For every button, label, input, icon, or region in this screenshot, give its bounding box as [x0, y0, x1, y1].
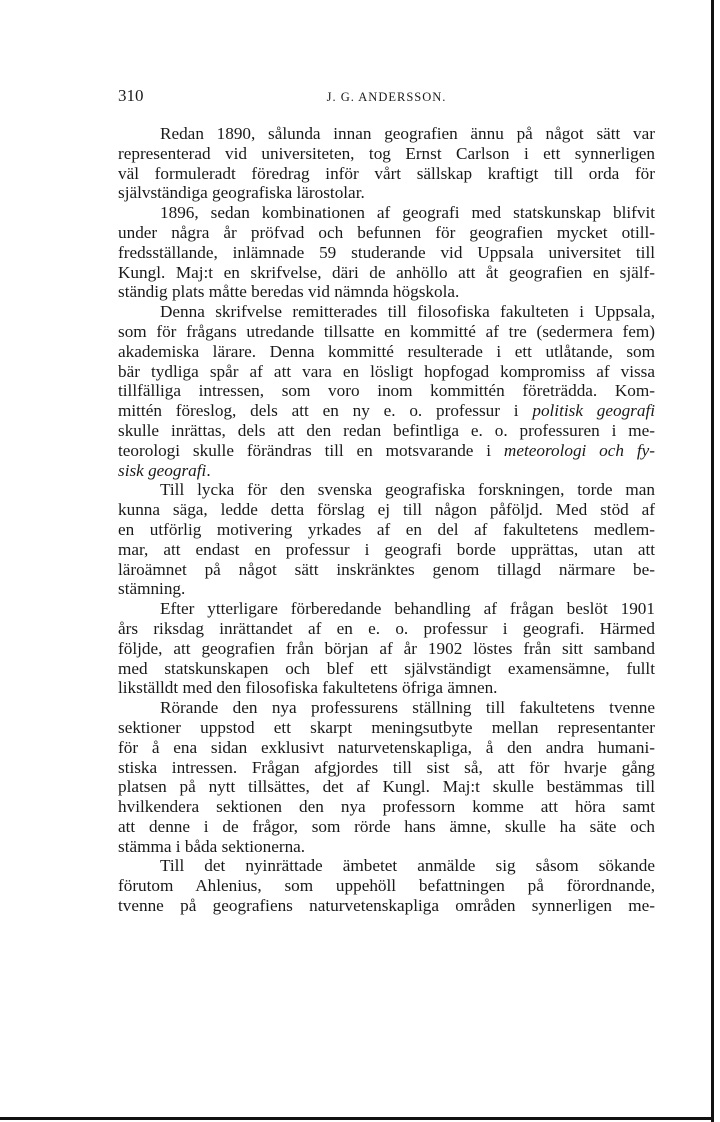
text-line — [118, 144, 655, 164]
text-segment: stämning. — [118, 579, 186, 599]
text-line — [118, 698, 655, 718]
text-line — [118, 896, 655, 916]
text-segment: läroämnet på något sätt inskränktes genom tillagd närmare be- — [118, 559, 655, 579]
text-line — [118, 797, 655, 817]
text-segment: . — [206, 460, 211, 480]
text-segment: akademiska lärare. Denna kommitté resulterade i ett utlåtande, som — [118, 341, 655, 361]
text-line — [118, 203, 655, 223]
text-line — [118, 124, 655, 144]
text-segment: 1896, sedan kombinationen af geografi med statskunskap blifvit — [160, 203, 655, 223]
text-segment: under några år pröfvad och befunnen för geografien mycket otill- — [118, 222, 655, 242]
text-segment: fredsställande, inlämnade 59 studerande vid Uppsala universitet till — [118, 242, 655, 262]
text-line — [118, 500, 655, 520]
text-line — [118, 639, 655, 659]
text-segment: skulle inrättas, dels att den redan befintliga e. o. professuren i me- — [118, 420, 655, 440]
text-line — [118, 599, 655, 619]
text-line — [118, 678, 655, 698]
text-line — [118, 718, 655, 738]
text-segment: bär tydliga spår af att vara en lösligt hopfogad kompromiss af vissa — [118, 361, 655, 381]
text-line — [118, 223, 655, 243]
text-line — [118, 263, 655, 283]
italic-text: politisk geografi — [532, 401, 655, 421]
text-segment: Till det nyinrättade ämbetet anmälde sig såsom sökande — [160, 856, 655, 876]
text-segment: kunna säga, ledde detta förslag ej till någon påföljd. Med stöd af — [118, 500, 655, 520]
text-line — [118, 738, 655, 758]
text-segment: tillfälliga intressen, som voro inom kommittén företrädda. Kom- — [118, 381, 655, 401]
text-line — [118, 164, 655, 184]
paragraph — [118, 480, 655, 599]
running-title: J. G. ANDERSSON. — [326, 90, 447, 104]
text-segment: stiska intressen. Frågan afgjordes till sist så, att för hvarje gång — [118, 757, 655, 777]
text-segment: teorologi skulle förändras till en motsvarande i — [118, 440, 504, 460]
text-segment: följde, att geografien från början af år 1902 löstes från sitt samband — [118, 638, 655, 658]
text-line — [118, 758, 655, 778]
page-header — [118, 86, 655, 108]
text-line — [118, 381, 655, 401]
text-line — [118, 619, 655, 639]
italic-text: meteorologi och fy- — [503, 440, 655, 460]
text-segment: hvilkendera sektionen den nya professorn komme att höra samt — [118, 797, 655, 817]
text-line — [118, 856, 655, 876]
text-line — [118, 520, 655, 540]
text-segment: stämma i båda sektionerna. — [118, 836, 306, 856]
text-segment: Kungl. Maj:t en skrifvelse, däri de anhöllo att åt geografien en själf- — [118, 262, 655, 282]
text-line — [118, 401, 655, 421]
text-line — [118, 777, 655, 797]
text-line — [118, 817, 655, 837]
text-line — [118, 540, 655, 560]
text-segment: Denna skrifvelse remitterades till filosofiska fakulteten i Uppsala, — [160, 302, 655, 322]
text-segment: förutom Ahlenius, som uppehöll befattningen på förordnande, — [118, 876, 655, 896]
paragraph — [118, 856, 655, 915]
text-segment: som för frågans utredande tillsatte en kommitté af tre (sedermera fem) — [118, 321, 655, 341]
text-line — [118, 243, 655, 263]
paragraph — [118, 698, 655, 856]
text-segment: representerad vid universiteten, tog Ernst Carlson i ett synnerligen — [118, 143, 655, 163]
paragraph — [118, 124, 655, 203]
scan-edge-bottom — [0, 1117, 714, 1120]
text-line — [118, 282, 655, 302]
text-line — [118, 362, 655, 382]
text-segment: års riksdag inrättandet af en e. o. professur i geografi. Härmed — [118, 618, 655, 638]
text-segment: ständig plats måtte beredas vid nämnda högskola. — [118, 282, 460, 302]
text-line — [118, 322, 655, 342]
text-line — [118, 461, 655, 481]
text-segment: sektioner uppstod ett skarpt meningsutbyte mellan representanter — [118, 717, 655, 737]
text-segment: en utförlig motivering yrkades af en del af fakultetens medlem- — [118, 519, 655, 539]
text-line — [118, 579, 655, 599]
text-segment: Redan 1890, sålunda innan geografien ännu på något sätt var — [160, 124, 655, 143]
page-number: 310 — [118, 86, 144, 105]
page-body — [118, 124, 655, 916]
text-segment: självständiga geografiska lärostolar. — [118, 183, 365, 203]
italic-text: sisk geografi — [118, 460, 207, 480]
text-line — [118, 560, 655, 580]
text-segment: tvenne på geografiens naturvetenskapliga områden synnerligen me- — [118, 896, 655, 916]
text-segment: att denne i de frågor, som rörde hans ämne, skulle ha säte och — [118, 816, 655, 836]
text-segment: Till lycka för den svenska geografiska forskningen, torde man — [160, 480, 655, 500]
text-segment: likställdt med den filosofiska fakultetens öfriga ämnen. — [118, 678, 498, 698]
text-segment: för å ena sidan exklusivt naturvetenskapliga, å den andra humani- — [118, 737, 655, 757]
text-line — [118, 302, 655, 322]
text-line — [118, 183, 655, 203]
paragraph — [118, 302, 655, 480]
text-segment: mar, att endast en professur i geografi borde upprättas, utan att — [118, 539, 655, 559]
text-segment: platsen på nytt tillsättes, det af Kungl. Maj:t skulle bestämmas till — [118, 777, 655, 797]
text-line — [118, 441, 655, 461]
text-segment: väl formuleradt föredrag inför vårt sällskap kraftigt till orda för — [118, 163, 655, 183]
text-line — [118, 876, 655, 896]
text-line — [118, 837, 655, 857]
paragraph — [118, 599, 655, 698]
paragraph — [118, 203, 655, 302]
text-segment: med statskunskapen och blef ett självständigt examensämne, fullt — [118, 658, 655, 678]
text-line — [118, 480, 655, 500]
scan-edge-right — [711, 0, 714, 1122]
text-segment: Efter ytterligare förberedande behandling af frågan beslöt 1901 — [160, 599, 655, 619]
text-line — [118, 421, 655, 441]
text-line — [118, 342, 655, 362]
text-segment: Rörande den nya professurens ställning till fakultetens tvenne — [160, 698, 655, 718]
text-line — [118, 659, 655, 679]
text-segment: mittén föreslog, dels att en ny e. o. professur i — [118, 401, 533, 421]
